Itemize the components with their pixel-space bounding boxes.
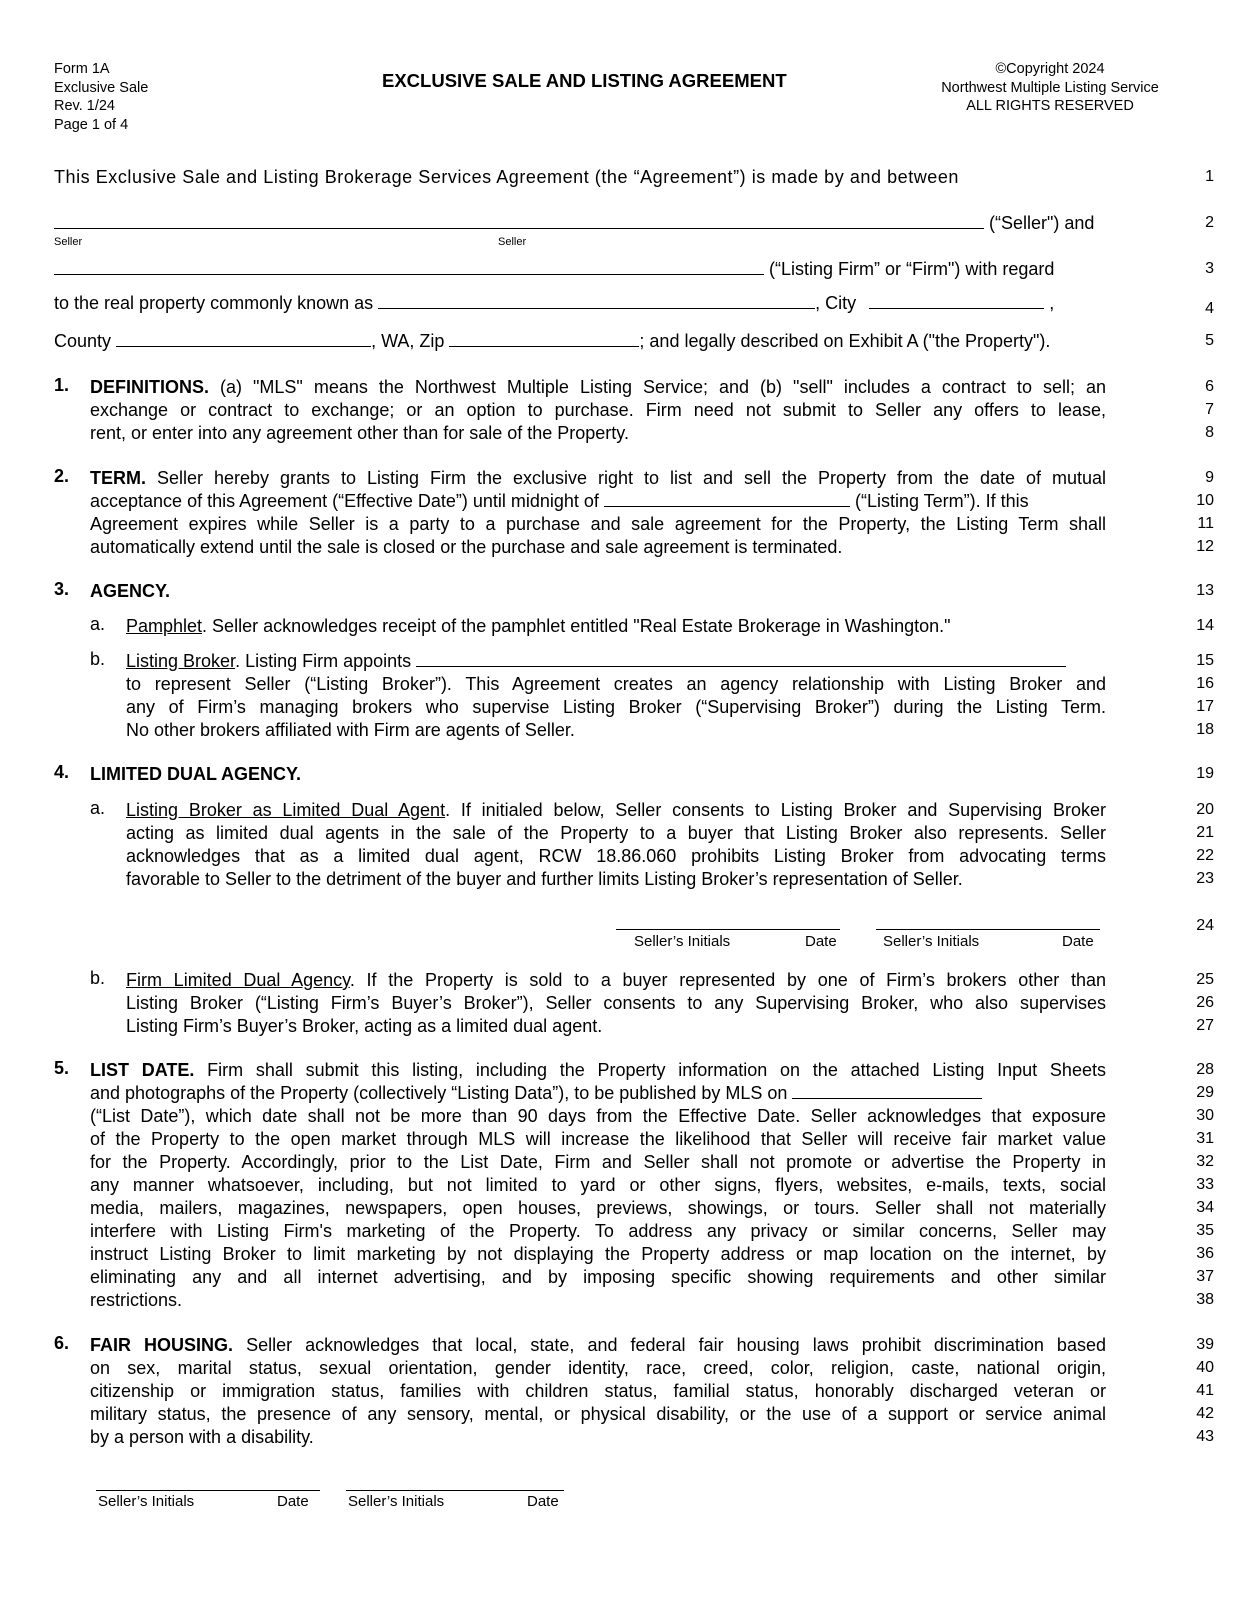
date-label: Date xyxy=(1062,933,1094,950)
line-27: Listing Firm’s Buyer’s Broker, acting as a limited dual agent. xyxy=(126,1016,603,1036)
line-19 xyxy=(90,762,1106,786)
footer-seller-initials-line-1[interactable] xyxy=(96,1490,320,1491)
line-number: 29 xyxy=(1196,1084,1214,1101)
zip-field[interactable] xyxy=(449,330,639,347)
line-number: 13 xyxy=(1196,582,1214,599)
line-number: 33 xyxy=(1196,1176,1214,1193)
line-number: 14 xyxy=(1196,617,1214,634)
document-title-wrap xyxy=(340,70,900,92)
section-4-number: 4. xyxy=(54,762,70,782)
line-30: (“List Date”), which date shall not be more than 90 days from the Effective Date. Seller acknowledges that exposure xyxy=(90,1106,1106,1126)
line-33: any manner whatsoever, including, but not limited to yard or other signs, flyers, websites, e-mails, texts, social xyxy=(90,1175,1106,1195)
county-label: County xyxy=(54,331,112,351)
comma: , xyxy=(1049,293,1055,313)
line-number: 6 xyxy=(1205,378,1214,395)
line-17: any of Firm’s managing brokers who supervise Listing Broker (“Supervising Broker”) during the Listing Term. xyxy=(126,697,1106,717)
line-15 xyxy=(126,649,1106,673)
line-number: 42 xyxy=(1196,1405,1214,1422)
line-number: 36 xyxy=(1196,1245,1214,1262)
section-3-heading: AGENCY. xyxy=(90,581,171,601)
line-28 xyxy=(90,1058,1106,1082)
intro-line-4 xyxy=(54,291,1214,317)
line-42: military status, the presence of any sensory, mental, or physical disability, or the use of a support or service animal xyxy=(90,1404,1106,1424)
line-number: 30 xyxy=(1196,1107,1214,1124)
line-number: 17 xyxy=(1196,698,1214,715)
footer-date-label: Date xyxy=(277,1493,309,1510)
footer-seller-initials-line-2[interactable] xyxy=(346,1490,564,1491)
property-address-field[interactable] xyxy=(378,292,815,309)
line-21: acting as limited dual agents in the sale of the Property to a buyer that Listing Broker also represents. Seller xyxy=(126,823,1106,843)
line-39 xyxy=(90,1333,1106,1357)
line-35: interfere with Listing Firm's marketing of the Property. To address any privacy or similar concerns, Seller may xyxy=(90,1221,1106,1241)
listing-term-end-date-field[interactable] xyxy=(604,490,850,507)
city-field[interactable] xyxy=(869,292,1044,309)
seller-label-2: Seller xyxy=(498,236,527,248)
line-36: instruct Listing Broker to limit marketing by not displaying the Property address or map location on the internet, by xyxy=(90,1244,1106,1264)
line-number: 35 xyxy=(1196,1222,1214,1239)
page-indicator: Page 1 of 4 xyxy=(54,116,129,133)
line-number: 16 xyxy=(1196,675,1214,692)
seller-initials-line-2[interactable] xyxy=(876,929,1100,930)
line-23: favorable to Seller to the detriment of the buyer and further limits Listing Broker’s representation of Seller. xyxy=(126,869,963,889)
intro-line-5 xyxy=(54,329,1214,353)
seller-initials-label: Seller’s Initials xyxy=(883,933,980,950)
section-3b-letter: b. xyxy=(90,649,106,669)
seller-name-field[interactable] xyxy=(54,212,984,229)
line-number: 39 xyxy=(1196,1336,1214,1353)
line-number: 15 xyxy=(1196,652,1214,669)
property-known-as-label: to the real property commonly known as xyxy=(54,293,374,313)
footer-seller-initials-label: Seller’s Initials xyxy=(98,1493,195,1510)
copyright-year: ©Copyright 2024 xyxy=(995,61,1105,77)
line-number: 26 xyxy=(1196,994,1214,1011)
line-29 xyxy=(90,1081,1106,1105)
line-number: 34 xyxy=(1196,1199,1214,1216)
line-32: for the Property. Accordingly, prior to the List Date, Firm and Seller shall not promote or advertise the Property in xyxy=(90,1152,1106,1172)
legal-description-text: ; and legally described on Exhibit A ("the Property"). xyxy=(639,331,1051,351)
intro-line-3 xyxy=(54,257,1214,281)
form-type: Exclusive Sale xyxy=(54,79,149,96)
seller-initials-line-1[interactable] xyxy=(616,929,840,930)
footer-seller-initials-label: Seller’s Initials xyxy=(348,1493,445,1510)
line-number: 8 xyxy=(1205,424,1214,441)
line-10 xyxy=(90,489,1106,513)
body-text: . Seller acknowledges receipt of the pamphlet entitled "Real Estate Brokerage in Washington." xyxy=(202,616,951,636)
line-number: 7 xyxy=(1205,401,1214,418)
line-40: on sex, marital status, sexual orientation, gender identity, race, creed, color, religion, caste, national origin, xyxy=(90,1358,1106,1378)
line-number: 20 xyxy=(1196,801,1214,818)
line-number: 31 xyxy=(1196,1130,1214,1147)
seller-initials-label: Seller’s Initials xyxy=(634,933,731,950)
line-number: 23 xyxy=(1196,870,1214,887)
line-7: exchange or contract to exchange; or an option to purchase. Firm need not submit to Seller any offers to lease, xyxy=(90,400,1106,420)
intro-text: This Exclusive Sale and Listing Brokerage Services Agreement (the “Agreement”) is made by and between xyxy=(54,167,959,187)
line-13 xyxy=(90,579,1106,603)
line-20 xyxy=(126,798,1106,822)
line-number: 32 xyxy=(1196,1153,1214,1170)
form-number: Form 1A xyxy=(54,61,110,77)
line-number: 1 xyxy=(1205,168,1214,185)
line-6 xyxy=(90,375,1106,399)
county-field[interactable] xyxy=(116,330,371,347)
listing-firm-field[interactable] xyxy=(54,258,764,275)
line-number: 25 xyxy=(1196,971,1214,988)
document-title: EXCLUSIVE SALE AND LISTING AGREEMENT xyxy=(382,70,787,91)
zip-label: , WA, Zip xyxy=(371,331,445,351)
body-text: Seller hereby grants to Listing Firm the exclusive right to list and sell the Property from the date of mutual xyxy=(156,468,1106,488)
line-number: 41 xyxy=(1196,1382,1214,1399)
listing-broker-title: Listing Broker xyxy=(126,651,236,671)
body-text: Firm shall submit this listing, including the Property information on the attached Listing Input Sheets xyxy=(207,1060,1106,1080)
line-number: 21 xyxy=(1196,824,1214,841)
section-3-number: 3. xyxy=(54,579,70,599)
line-number: 18 xyxy=(1196,721,1214,738)
line-number: 3 xyxy=(1205,260,1214,277)
body-text: . If initialed below, Seller consents to Listing Broker and Supervising Broker xyxy=(445,800,1106,820)
line-31: of the Property to the open market through MLS will increase the likelihood that Seller will receive fair market value xyxy=(90,1129,1106,1149)
line-number: 19 xyxy=(1196,765,1214,782)
rights-reserved: ALL RIGHTS RESERVED xyxy=(966,98,1134,114)
line-number: 37 xyxy=(1196,1268,1214,1285)
section-4b-letter: b. xyxy=(90,968,106,988)
line-26: Listing Broker (“Listing Firm’s Buyer’s Broker”), Seller consents to any Supervising Broker, who also supervises xyxy=(126,993,1106,1013)
line-number: 22 xyxy=(1196,847,1214,864)
body-text: and photographs of the Property (collectively “Listing Data”), to be published by MLS on xyxy=(90,1083,788,1103)
limited-dual-agent-title: Listing Broker as Limited Dual Agent xyxy=(126,800,446,820)
line-number: 9 xyxy=(1205,469,1214,486)
line-18: No other brokers affiliated with Firm are agents of Seller. xyxy=(126,720,575,740)
body-text: (“Listing Term”). If this xyxy=(854,491,1029,511)
date-label: Date xyxy=(805,933,837,950)
line-number: 10 xyxy=(1196,492,1214,509)
line-8: rent, or enter into any agreement other than for sale of the Property. xyxy=(90,423,629,443)
line-41: citizenship or immigration status, families with children status, familial status, honorably discharged veteran or xyxy=(90,1381,1106,1401)
section-3a-letter: a. xyxy=(90,614,106,634)
line-37: eliminating any and all internet advertising, and by imposing specific showing requirements and other similar xyxy=(90,1267,1106,1287)
form-revision: Rev. 1/24 xyxy=(54,98,115,114)
section-2-number: 2. xyxy=(54,466,70,486)
line-number: 11 xyxy=(1197,515,1214,532)
line-22: acknowledges that as a limited dual agent, RCW 18.86.060 prohibits Listing Broker from advocating terms xyxy=(126,846,1106,866)
line-number: 24 xyxy=(1196,917,1214,934)
line-25 xyxy=(126,968,1106,992)
line-14 xyxy=(126,614,1106,638)
list-date-field[interactable] xyxy=(792,1082,982,1099)
body-text: . If the Property is sold to a buyer represented by one of Firm’s brokers other than xyxy=(349,970,1106,990)
listing-firm-suffix: (“Listing Firm” or “Firm") with regard xyxy=(769,259,1055,279)
firm-limited-dual-agency-title: Firm Limited Dual Agency xyxy=(126,970,350,990)
section-6-number: 6. xyxy=(54,1333,70,1353)
section-4a-letter: a. xyxy=(90,798,106,818)
section-5-heading: LIST DATE. xyxy=(90,1060,195,1080)
line-number: 27 xyxy=(1196,1017,1214,1034)
line-number: 12 xyxy=(1196,538,1214,555)
intro-line-2 xyxy=(54,211,1214,235)
line-38: restrictions. xyxy=(90,1290,183,1310)
line-12: automatically extend until the sale is closed or the purchase and sale agreement is terminated. xyxy=(90,537,843,557)
section-6-heading: FAIR HOUSING. xyxy=(90,1335,234,1355)
body-text: acceptance of this Agreement (“Effective Date”) until midnight of xyxy=(90,491,599,511)
section-2-heading: TERM. xyxy=(90,468,146,488)
line-9 xyxy=(90,466,1106,490)
city-label: , City xyxy=(815,293,857,313)
section-1-heading: DEFINITIONS. xyxy=(90,377,210,397)
form-id-block xyxy=(54,60,148,134)
line-43: by a person with a disability. xyxy=(90,1427,314,1447)
seller-suffix: (“Seller") and xyxy=(989,213,1095,233)
body-text: Seller acknowledges that local, state, and federal fair housing laws prohibit discrimination based xyxy=(246,1335,1106,1355)
copyright-owner: Northwest Multiple Listing Service xyxy=(941,79,1159,96)
line-number: 40 xyxy=(1196,1359,1214,1376)
footer-date-label: Date xyxy=(527,1493,559,1510)
line-11: Agreement expires while Seller is a party to a purchase and sale agreement for the Property, the Listing Term shall xyxy=(90,514,1106,534)
line-34: media, mailers, magazines, newspapers, open houses, previews, showings, or tours. Seller shall not materially xyxy=(90,1198,1106,1218)
line-16: to represent Seller (“Listing Broker”). This Agreement creates an agency relationship with Listing Broker and xyxy=(126,674,1106,694)
section-5-number: 5. xyxy=(54,1058,70,1078)
line-number: 38 xyxy=(1196,1291,1214,1308)
seller-label-1: Seller xyxy=(54,236,83,248)
line-number: 2 xyxy=(1205,214,1214,231)
section-4-heading: LIMITED DUAL AGENCY. xyxy=(90,764,302,784)
copyright-block xyxy=(900,60,1200,116)
body-text: (a) "MLS" means the Northwest Multiple Listing Service; and (b) "sell" includes a contract to sell; an xyxy=(220,377,1106,397)
pamphlet-title: Pamphlet xyxy=(126,616,203,636)
line-number: 43 xyxy=(1196,1428,1214,1445)
listing-broker-name-field[interactable] xyxy=(416,650,1066,667)
section-1-number: 1. xyxy=(54,375,70,395)
line-number: 5 xyxy=(1205,332,1214,349)
line-number: 28 xyxy=(1196,1061,1214,1078)
intro-line-1 xyxy=(54,165,1214,189)
line-number: 4 xyxy=(1205,300,1214,317)
body-text: . Listing Firm appoints xyxy=(235,651,412,671)
